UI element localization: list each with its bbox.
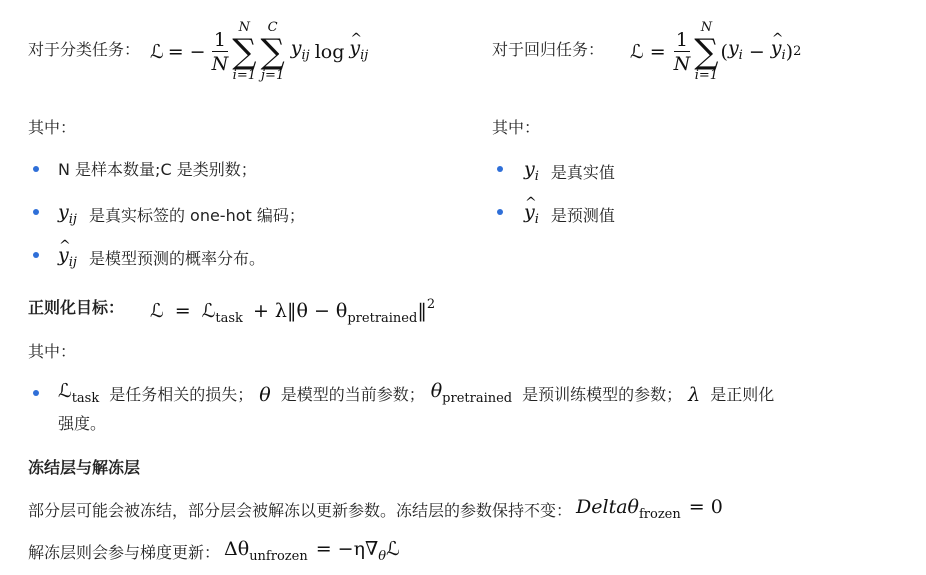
- sum-upper: C: [267, 20, 278, 35]
- sigma-symbol: ∑: [260, 32, 285, 72]
- classification-label: 对于分类任务：: [28, 40, 141, 59]
- y-sub: i: [534, 169, 539, 184]
- theta-var: θ: [259, 384, 271, 406]
- power: 2: [426, 297, 436, 312]
- loss-task-symbol: ℒ: [58, 380, 72, 402]
- right-where: 其中：: [492, 118, 541, 137]
- y-var: y: [524, 158, 535, 180]
- loss-symbol: ℒ: [150, 41, 164, 63]
- lambda-var: λ: [688, 384, 701, 406]
- regression-formula: [630, 14, 801, 90]
- reg-bullet-line1: [58, 380, 774, 410]
- sum-lower: i=1: [232, 68, 256, 83]
- left-bullet-2: [58, 201, 305, 231]
- frozen-sub: frozen: [638, 507, 681, 522]
- sum-lower: i=1: [694, 68, 719, 83]
- bullet-dot: [33, 209, 39, 215]
- freeze-text: 部分层可能会被冻结，部分层会被解冻以更新参数。冻结层的参数保持不变：: [28, 501, 573, 520]
- power: 2: [793, 44, 802, 59]
- yhat-var: ^ y: [524, 201, 535, 223]
- bullet-text: 是正则化: [710, 385, 775, 404]
- bullet-text: 是真实值: [550, 163, 615, 182]
- regularization-label: 正则化目标：: [28, 298, 125, 317]
- minus: −: [748, 41, 765, 63]
- loss-symbol: ℒ: [150, 300, 164, 322]
- bullet-text: 是任务相关的损失；: [109, 385, 254, 404]
- y-sub: ij: [68, 212, 77, 227]
- fraction: [674, 29, 691, 76]
- bullet-text: 是模型预测的概率分布。: [88, 249, 265, 268]
- fraction-numerator: 1: [675, 28, 688, 51]
- fraction: [212, 29, 229, 76]
- freeze-line-2: [28, 538, 400, 568]
- theta-var: θ: [430, 380, 443, 402]
- loss-symbol: ℒ: [630, 41, 644, 63]
- sigma-symbol: ∑: [694, 32, 719, 72]
- sum-upper: N: [700, 20, 713, 35]
- delta-theta: Deltaθ: [576, 496, 639, 518]
- bullet-text: 是预测值: [550, 206, 615, 225]
- left-where: 其中：: [28, 118, 77, 137]
- reg-where: 其中：: [28, 342, 77, 361]
- yhat-var: ^ y: [771, 37, 782, 59]
- bullet-dot: [33, 252, 39, 258]
- unfrozen-sub: unfrozen: [249, 549, 308, 564]
- y-sub: ij: [301, 48, 310, 63]
- sum-i: [694, 21, 718, 83]
- bullet-text: 是预训练模型的参数；: [522, 385, 683, 404]
- gradient-term: = −η∇: [315, 538, 379, 560]
- sum-i: [232, 21, 256, 83]
- regularization-formula: [150, 294, 435, 330]
- left-bullet-3: [58, 244, 265, 274]
- yhat-sub: i: [781, 48, 786, 63]
- bullet-dot: [497, 209, 503, 215]
- close-paren: ): [785, 41, 794, 63]
- y-sub: i: [738, 48, 743, 63]
- bullet-text: 是真实标签的 one-hot 编码；: [88, 206, 305, 225]
- regression-label: 对于回归任务：: [492, 40, 605, 59]
- bullet-dot: [33, 166, 39, 172]
- yhat-var: ^ y: [58, 244, 69, 266]
- equals-minus: = −: [167, 41, 206, 63]
- fraction-denominator: N: [211, 52, 229, 75]
- freeze-line-1: [28, 496, 723, 526]
- equals: =: [649, 41, 666, 63]
- task-sub: task: [71, 391, 100, 406]
- sigma-symbol: ∑: [232, 32, 257, 72]
- left-bullet-1: N 是样本数量;C 是类别数；: [58, 160, 257, 179]
- open-paren: (: [720, 41, 728, 63]
- pretrained-sub: pretrained: [347, 311, 418, 326]
- delta-theta: Δθ: [224, 538, 250, 560]
- bullet-dot: [33, 390, 39, 396]
- right-bullet-2: [524, 201, 615, 231]
- fraction-denominator: N: [673, 52, 691, 75]
- fraction-numerator: 1: [213, 28, 226, 51]
- unfreeze-text: 解冻层则会参与梯度更新：: [28, 543, 221, 562]
- equals: =: [174, 300, 191, 322]
- task-sub: task: [215, 311, 243, 326]
- sum-j: [260, 21, 284, 83]
- sum-lower: j=1: [261, 68, 285, 83]
- equals-zero: = 0: [688, 496, 723, 518]
- pretrained-sub: pretrained: [442, 391, 513, 406]
- lambda-term: + λ‖θ − θ: [252, 300, 348, 322]
- loss-symbol: ℒ: [386, 538, 400, 560]
- yhat-sub: ij: [68, 255, 77, 270]
- norm-close: ‖: [417, 300, 427, 322]
- sum-upper: N: [238, 20, 251, 35]
- yhat-var: ^ y: [349, 37, 360, 59]
- log-operator: log: [314, 41, 345, 63]
- loss-task-symbol: ℒ: [201, 300, 216, 322]
- yhat-sub: ij: [360, 48, 369, 63]
- reg-bullet-line2: 强度。: [58, 414, 107, 433]
- y-var: y: [58, 201, 69, 223]
- yhat-sub: i: [534, 212, 539, 227]
- y-var: y: [727, 37, 739, 59]
- right-bullet-1: [524, 158, 615, 188]
- bullet-text: 是模型的当前参数；: [280, 385, 425, 404]
- y-var: y: [290, 37, 302, 59]
- freeze-heading: 冻结层与解冻层: [28, 458, 141, 477]
- bullet-dot: [497, 166, 503, 172]
- theta-sub: θ: [378, 549, 387, 564]
- classification-formula: [150, 14, 368, 90]
